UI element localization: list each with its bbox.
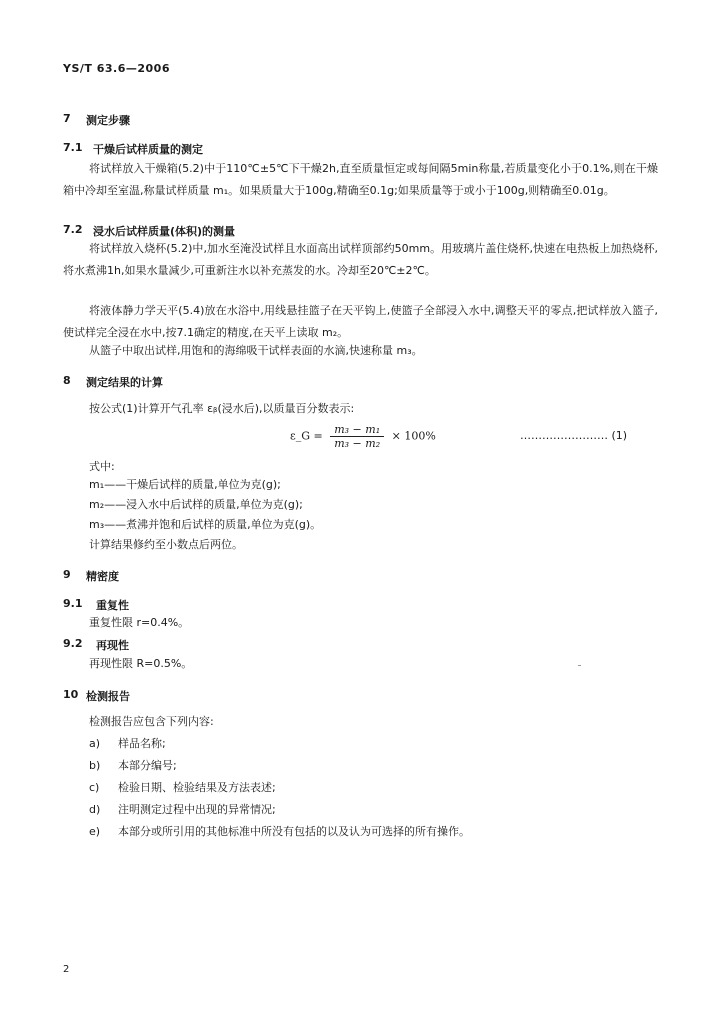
section-8-intro: 按公式(1)计算开气孔率 εᵦ(浸水后),以质量百分数表示:	[89, 402, 355, 415]
rounding-note: 计算结果修约至小数点后两位。	[89, 538, 243, 551]
definition-m2: m₂——浸入水中后试样的质量,单位为克(g);	[89, 498, 303, 511]
formula-equals: =	[313, 429, 323, 443]
section-9-1-title: 重复性	[96, 599, 129, 612]
section-7-1-number: 7.1	[63, 141, 83, 154]
formula-number	[520, 429, 627, 442]
section-9-title: 精密度	[86, 570, 119, 583]
report-item-c-label: c)	[89, 781, 100, 794]
report-item-c-text: 检验日期、检验结果及方法表述;	[118, 781, 276, 794]
scan-mark	[578, 665, 581, 666]
report-item-a-label: a)	[89, 737, 101, 750]
section-9-2-title: 再现性	[96, 639, 129, 652]
section-7-2-paragraph-2: 将液体静力学天平(5.4)放在水浴中,用线悬挂篮子在天平钩上,使篮子全部浸入水中,调整天平的零点,把试样放入篮子,使试样完全浸在水中,按7.1确定的精度,在天平上读取 m₂。	[63, 304, 658, 339]
section-9-2-number: 9.2	[63, 637, 83, 650]
report-item-e-text: 本部分或所引用的其他标准中所没有包括的以及认为可选择的所有操作。	[118, 825, 470, 838]
formula-times: × 100%	[391, 429, 436, 443]
section-9-1-number: 9.1	[63, 597, 83, 610]
section-7-2-number: 7.2	[63, 223, 83, 236]
section-9-2-text: 再现性限 R=0.5%。	[89, 657, 193, 670]
formula-dots: ……………………	[520, 429, 608, 442]
formula-lhs: ε_G	[290, 429, 310, 443]
definition-m1: m₁——干燥后试样的质量,单位为克(g);	[89, 478, 281, 491]
section-9-1-text: 重复性限 r=0.4%。	[89, 616, 190, 629]
formula-label: (1)	[611, 429, 628, 442]
formula-numerator: m₃ − m₁	[330, 423, 384, 437]
standard-code: YS/T 63.6—2006	[63, 62, 170, 75]
section-7-1-title: 干燥后试样质量的测定	[93, 143, 203, 156]
report-item-b-label: b)	[89, 759, 101, 772]
section-8-title: 测定结果的计算	[86, 376, 163, 389]
definition-m3: m₃——煮沸并饱和后试样的质量,单位为克(g)。	[89, 518, 322, 531]
report-item-b-text: 本部分编号;	[118, 759, 177, 772]
report-item-d-label: d)	[89, 803, 101, 816]
section-8-number: 8	[63, 374, 71, 387]
report-item-a-text: 样品名称;	[118, 737, 166, 750]
formula-fraction	[330, 423, 384, 450]
section-9-number: 9	[63, 568, 71, 581]
formula-1	[290, 423, 436, 450]
section-7-title: 测定步骤	[86, 114, 130, 127]
section-10-number: 10	[63, 688, 79, 701]
section-7-1-paragraph: 将试样放入干燥箱(5.2)中于110℃±5℃下干燥2h,直至质量恒定或每间隔5min称量,若质量变化小于0.1%,则在干燥箱中冷却至室温,称量试样质量 m₁。如果质量大于100g,精确至0.1g;如果质量等于或小于100g,则精确至0.01g。	[63, 162, 658, 197]
report-item-e-label: e)	[89, 825, 101, 838]
section-7-2-paragraph-1: 将试样放入烧杯(5.2)中,加水至淹没试样且水面高出试样顶部约50mm。用玻璃片盖住烧杯,快速在电热板上加热烧杯,将水煮沸1h,如果水量减少,可重新注水以补充蒸发的水。冷却至20℃±2℃。	[63, 242, 658, 277]
section-10-intro: 检测报告应包含下列内容:	[89, 715, 214, 728]
where-label: 式中:	[89, 460, 115, 473]
page-number: 2	[63, 964, 70, 975]
formula-denominator: m₃ − m₂	[334, 437, 381, 450]
section-7-2-title: 浸水后试样质量(体积)的测量	[93, 225, 236, 238]
report-item-d-text: 注明测定过程中出现的异常情况;	[118, 803, 276, 816]
section-7-number: 7	[63, 112, 71, 125]
section-7-2-paragraph-3: 从篮子中取出试样,用饱和的海绵吸干试样表面的水滴,快速称量 m₃。	[89, 344, 423, 357]
section-10-title: 检测报告	[86, 690, 130, 703]
